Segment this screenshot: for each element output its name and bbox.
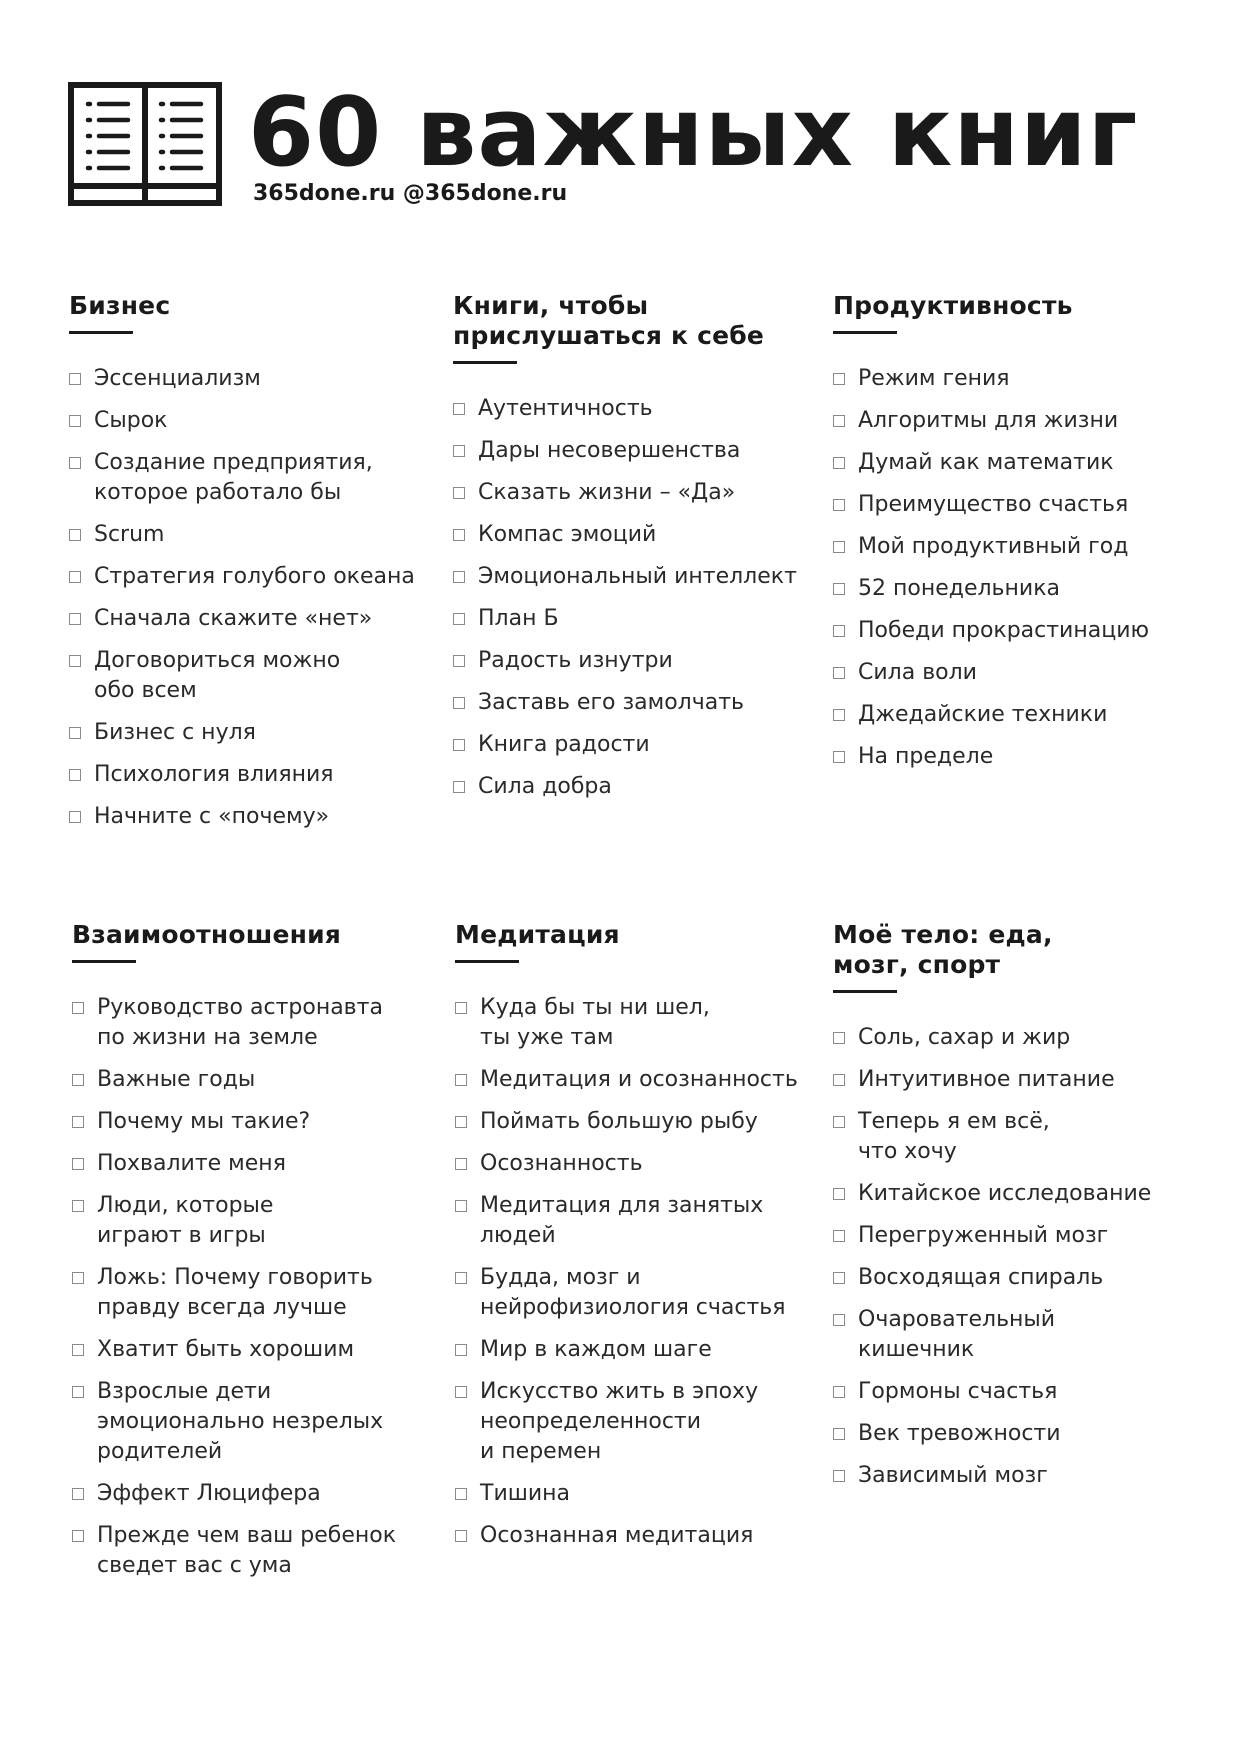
book-item xyxy=(453,562,823,592)
book-item xyxy=(72,1107,442,1137)
checkbox-icon[interactable] xyxy=(69,415,81,427)
checkbox-icon[interactable] xyxy=(833,1188,845,1200)
checkbox-icon[interactable] xyxy=(72,1530,84,1542)
book-title: Руководство астронавта по жизни на земле xyxy=(97,995,383,1050)
checkbox-icon[interactable] xyxy=(455,1272,467,1284)
book-list xyxy=(455,993,825,1551)
book-title: Куда бы ты ни шел, ты уже там xyxy=(480,995,710,1050)
book-item xyxy=(453,688,823,718)
section-meditation xyxy=(455,920,825,1563)
book-item xyxy=(453,478,823,508)
checkbox-icon[interactable] xyxy=(69,457,81,469)
checkbox-icon[interactable] xyxy=(72,1386,84,1398)
book-title: Взрослые дети эмоционально незрелых родителей xyxy=(97,1379,384,1464)
book-item xyxy=(833,1023,1203,1053)
book-title: Почему мы такие? xyxy=(97,1109,311,1134)
book-title: Медитация для занятых людей xyxy=(480,1193,764,1248)
book-title: Мой продуктивный год xyxy=(858,534,1129,559)
checkbox-icon[interactable] xyxy=(833,1074,845,1086)
book-item xyxy=(69,604,439,634)
checkbox-icon[interactable] xyxy=(69,613,81,625)
book-item xyxy=(72,993,442,1053)
checkbox-icon[interactable] xyxy=(833,709,845,721)
book-item xyxy=(455,1335,825,1365)
book-item xyxy=(453,520,823,550)
book-title: Тишина xyxy=(480,1481,571,1506)
book-title: Интуитивное питание xyxy=(858,1067,1115,1092)
open-book-icon xyxy=(68,82,222,206)
checkbox-icon[interactable] xyxy=(72,1344,84,1356)
book-item xyxy=(69,562,439,592)
checkbox-icon[interactable] xyxy=(833,1230,845,1242)
section-underline xyxy=(72,960,136,963)
book-item xyxy=(69,448,439,508)
book-title: Гормоны счастья xyxy=(858,1379,1058,1404)
book-item xyxy=(455,1107,825,1137)
checkbox-icon[interactable] xyxy=(453,403,465,415)
book-item xyxy=(72,1065,442,1095)
book-title: Книга радости xyxy=(478,732,650,757)
checkbox-icon[interactable] xyxy=(455,1386,467,1398)
book-item xyxy=(72,1263,442,1323)
book-title: Важные годы xyxy=(97,1067,256,1092)
checkbox-icon[interactable] xyxy=(72,1002,84,1014)
section-body-food-brain-sport xyxy=(833,920,1203,1503)
book-item xyxy=(833,448,1203,478)
book-item xyxy=(453,604,823,634)
checkbox-icon[interactable] xyxy=(833,1272,845,1284)
book-title: Перегруженный мозг xyxy=(858,1223,1109,1248)
book-item xyxy=(833,574,1203,604)
checkbox-icon[interactable] xyxy=(453,571,465,583)
book-title: Люди, которые играют в игры xyxy=(97,1193,274,1248)
book-title: Эссенциализм xyxy=(94,366,261,391)
checkbox-icon[interactable] xyxy=(833,1032,845,1044)
section-underline xyxy=(69,331,133,334)
book-title: Мир в каждом шаге xyxy=(480,1337,712,1362)
book-title: Преимущество счастья xyxy=(858,492,1129,517)
book-item xyxy=(453,394,823,424)
book-item xyxy=(833,1179,1203,1209)
checkbox-icon[interactable] xyxy=(72,1074,84,1086)
section-title: Книги, чтобы прислушаться к себе xyxy=(453,291,765,350)
book-title: Радость изнутри xyxy=(478,648,673,673)
checkbox-icon[interactable] xyxy=(453,697,465,709)
book-title: Век тревожности xyxy=(858,1421,1061,1446)
checkbox-icon[interactable] xyxy=(455,1002,467,1014)
book-title: План Б xyxy=(478,606,559,631)
checkbox-icon[interactable] xyxy=(833,1314,845,1326)
book-item xyxy=(455,1521,825,1551)
book-title: Соль, сахар и жир xyxy=(858,1025,1071,1050)
book-item xyxy=(72,1521,442,1581)
section-underline xyxy=(833,331,897,334)
book-title: Думай как математик xyxy=(858,450,1114,475)
book-item xyxy=(833,616,1203,646)
book-item xyxy=(72,1191,442,1251)
checkbox-icon[interactable] xyxy=(72,1200,84,1212)
book-item xyxy=(833,1107,1203,1167)
book-item xyxy=(453,646,823,676)
checkbox-icon[interactable] xyxy=(833,583,845,595)
checkbox-icon[interactable] xyxy=(833,457,845,469)
book-item xyxy=(833,490,1203,520)
book-title: Джедайские техники xyxy=(858,702,1108,727)
section-title: Взаимоотношения xyxy=(72,920,342,949)
book-item xyxy=(833,742,1203,772)
book-title: Сила добра xyxy=(478,774,612,799)
book-title: Заставь его замолчать xyxy=(478,690,745,715)
checkbox-icon[interactable] xyxy=(455,1074,467,1086)
checkbox-icon[interactable] xyxy=(833,541,845,553)
book-title: Зависимый мозг xyxy=(858,1463,1048,1488)
book-item xyxy=(453,772,823,802)
book-title: Договориться можно обо всем xyxy=(94,648,341,703)
checkbox-icon[interactable] xyxy=(833,373,845,385)
section-business xyxy=(69,291,439,844)
checkbox-icon[interactable] xyxy=(69,571,81,583)
book-title: Медитация и осознанность xyxy=(480,1067,798,1092)
section-underline xyxy=(455,960,519,963)
book-item xyxy=(833,532,1203,562)
checkbox-icon[interactable] xyxy=(453,445,465,457)
checkbox-icon[interactable] xyxy=(453,529,465,541)
book-title: Начните с «почему» xyxy=(94,804,330,829)
section-relationships xyxy=(72,920,442,1593)
book-item xyxy=(69,520,439,550)
book-title: Алгоритмы для жизни xyxy=(858,408,1119,433)
book-title: Прежде чем ваш ребенок сведет вас с ума xyxy=(97,1523,397,1578)
book-item xyxy=(455,1479,825,1509)
book-item xyxy=(833,364,1203,394)
section-title: Бизнес xyxy=(69,291,171,320)
book-item xyxy=(455,1263,825,1323)
book-title: Стратегия голубого океана xyxy=(94,564,415,589)
book-item xyxy=(69,802,439,832)
book-title: Аутентичность xyxy=(478,396,653,421)
checkbox-icon[interactable] xyxy=(833,667,845,679)
checkbox-icon[interactable] xyxy=(833,751,845,763)
checkbox-icon[interactable] xyxy=(453,487,465,499)
checkbox-icon[interactable] xyxy=(453,613,465,625)
book-item xyxy=(453,436,823,466)
book-title: Осознанная медитация xyxy=(480,1523,754,1548)
checkbox-icon[interactable] xyxy=(833,625,845,637)
checkbox-icon[interactable] xyxy=(72,1488,84,1500)
book-item xyxy=(455,1377,825,1467)
book-item xyxy=(72,1335,442,1365)
section-title: Продуктивность xyxy=(833,291,1073,320)
book-title: Китайское исследование xyxy=(858,1181,1152,1206)
book-item xyxy=(833,1221,1203,1251)
book-title: 52 понедельника xyxy=(858,576,1060,601)
section-underline xyxy=(453,361,517,364)
checkbox-icon[interactable] xyxy=(455,1116,467,1128)
book-item xyxy=(833,1065,1203,1095)
book-item xyxy=(833,700,1203,730)
book-title: Бизнес с нуля xyxy=(94,720,256,745)
checkbox-icon[interactable] xyxy=(455,1200,467,1212)
checkbox-icon[interactable] xyxy=(455,1530,467,1542)
book-list xyxy=(69,364,439,832)
checkbox-icon[interactable] xyxy=(72,1116,84,1128)
section-title: Медитация xyxy=(455,920,620,949)
book-item xyxy=(833,1377,1203,1407)
book-title: Создание предприятия, которое работало бы xyxy=(94,450,373,505)
page-title: 60 важных книг xyxy=(248,78,1139,188)
book-item xyxy=(69,760,439,790)
checkbox-icon[interactable] xyxy=(455,1158,467,1170)
book-title: Победи прокрастинацию xyxy=(858,618,1150,643)
book-title: Scrum xyxy=(94,522,165,547)
book-list xyxy=(453,394,823,802)
book-item xyxy=(833,1461,1203,1491)
book-item xyxy=(72,1479,442,1509)
book-item xyxy=(833,1419,1203,1449)
book-title: Осознанность xyxy=(480,1151,643,1176)
book-list xyxy=(833,1023,1203,1491)
book-title: Эффект Люцифера xyxy=(97,1481,321,1506)
book-title: Восходящая спираль xyxy=(858,1265,1104,1290)
checkbox-icon[interactable] xyxy=(69,769,81,781)
book-title: Эмоциональный интеллект xyxy=(478,564,797,589)
checkbox-icon[interactable] xyxy=(833,415,845,427)
checkbox-icon[interactable] xyxy=(455,1344,467,1356)
book-title: На пределе xyxy=(858,744,994,769)
section-title: Моё тело: еда, мозг, спорт xyxy=(833,920,1053,979)
checkbox-icon[interactable] xyxy=(72,1272,84,1284)
book-item xyxy=(455,1149,825,1179)
section-listen-to-yourself xyxy=(453,291,823,814)
book-item xyxy=(72,1149,442,1179)
book-item xyxy=(69,718,439,748)
book-item xyxy=(69,364,439,394)
book-title: Поймать большую рыбу xyxy=(480,1109,758,1134)
checkbox-icon[interactable] xyxy=(453,739,465,751)
book-title: Компас эмоций xyxy=(478,522,657,547)
book-list xyxy=(72,993,442,1581)
book-title: Дары несовершенства xyxy=(478,438,741,463)
book-title: Сырок xyxy=(94,408,168,433)
book-title: Ложь: Почему говорить правду всегда лучше xyxy=(97,1265,373,1320)
checkbox-icon[interactable] xyxy=(69,529,81,541)
book-title: Психология влияния xyxy=(94,762,334,787)
book-title: Хватит быть хорошим xyxy=(97,1337,355,1362)
checkbox-icon[interactable] xyxy=(453,781,465,793)
checkbox-icon[interactable] xyxy=(455,1488,467,1500)
book-item xyxy=(833,1305,1203,1365)
book-item xyxy=(69,646,439,706)
checkbox-icon[interactable] xyxy=(833,1470,845,1482)
book-item xyxy=(455,993,825,1053)
checkbox-icon[interactable] xyxy=(833,1428,845,1440)
book-title: Похвалите меня xyxy=(97,1151,286,1176)
book-title: Очаровательный кишечник xyxy=(858,1307,1056,1362)
book-title: Будда, мозг и нейрофизиология счастья xyxy=(480,1265,786,1320)
checkbox-icon[interactable] xyxy=(69,373,81,385)
book-title: Искусство жить в эпоху неопределенности и перемен xyxy=(480,1379,759,1464)
checkbox-icon[interactable] xyxy=(453,655,465,667)
checkbox-icon[interactable] xyxy=(833,1386,845,1398)
section-underline xyxy=(833,990,897,993)
book-item xyxy=(833,406,1203,436)
book-item xyxy=(833,1263,1203,1293)
checkbox-icon[interactable] xyxy=(72,1158,84,1170)
book-item xyxy=(833,658,1203,688)
book-title: Теперь я ем всё, что хочу xyxy=(858,1109,1050,1164)
book-item xyxy=(455,1065,825,1095)
book-list xyxy=(833,364,1203,772)
book-title: Сказать жизни – «Да» xyxy=(478,480,736,505)
book-title: Сила воли xyxy=(858,660,977,685)
book-item xyxy=(72,1377,442,1467)
checkbox-icon[interactable] xyxy=(69,811,81,823)
book-item xyxy=(69,406,439,436)
page-header xyxy=(0,0,1241,230)
book-title: Режим гения xyxy=(858,366,1010,391)
checkbox-icon[interactable] xyxy=(69,727,81,739)
book-item xyxy=(453,730,823,760)
checkbox-icon[interactable] xyxy=(833,1116,845,1128)
section-productivity xyxy=(833,291,1203,784)
checkbox-icon[interactable] xyxy=(69,655,81,667)
page-subtitle: 365done.ru @365done.ru xyxy=(253,181,568,206)
book-item xyxy=(455,1191,825,1251)
book-title: Сначала скажите «нет» xyxy=(94,606,373,631)
checkbox-icon[interactable] xyxy=(833,499,845,511)
